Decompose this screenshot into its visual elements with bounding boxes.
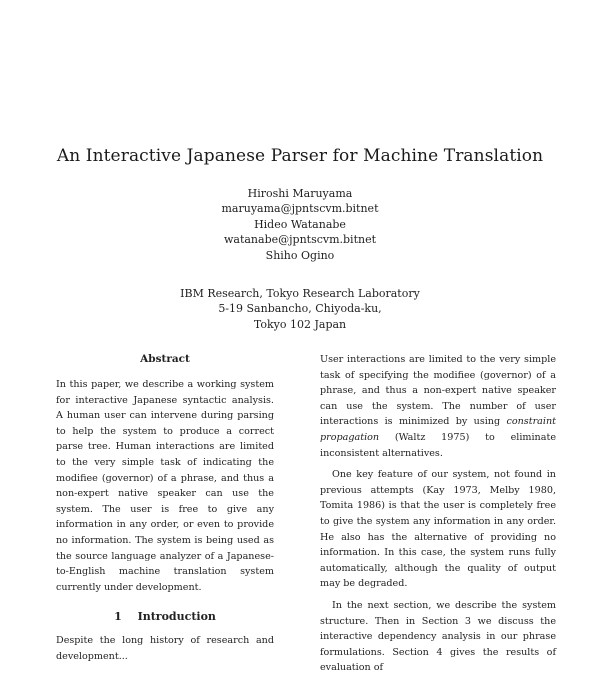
paragraph-text: (Waltz 1975) to eliminate inconsistent alternatives. <box>320 431 556 459</box>
left-column <box>56 352 274 670</box>
paragraph-text: In the next section, we describe the system structure. Then in Section 3 we discuss the interactive dependency analysis in our phrase formulations. Section 4 gives the results of evaluation of <box>320 599 556 674</box>
abstract-heading: Abstract <box>140 353 190 365</box>
author-name: Hiroshi Maruyama <box>247 187 353 200</box>
author-email: watanabe@jpntscvm.bitnet <box>223 233 377 247</box>
section-title: Introduction <box>137 610 216 624</box>
body-paragraph <box>320 467 556 592</box>
right-column <box>320 352 556 682</box>
affiliation-line: Tokyo 102 Japan <box>253 317 347 331</box>
body-paragraph <box>320 352 556 461</box>
affiliation-block <box>0 286 600 332</box>
abstract-text: In this paper, we describe a working system for interactive Japanese syntactic analysis. A human user can intervene during parsing to help the system to produce a correct parse tree. Human interactions are limited to the very simple task of indicating the modifiee (governor) of a phrase, and thus a non-expert native speaker can use the system. The user is free to give any information in any order, or even to provide no information. The system is being used as the source language analyzer of a Japanese-to-English machine translation system currently under development. <box>56 379 274 593</box>
section-number: 1 <box>114 610 122 624</box>
body-paragraph <box>320 598 556 676</box>
affiliation-line: 5-19 Sanbancho, Chiyoda-ku, <box>218 302 382 316</box>
author-block <box>0 186 600 263</box>
paragraph-text: User interactions are limited to the very simple task of specifying the modifiee (governor) of a phrase, and thus a non-expert native speaker can use the system. The number of user interactions is minimized by using <box>320 354 556 428</box>
paragraph-emphasis: constraint propagation <box>320 416 556 443</box>
author-name: Hideo Watanabe <box>254 217 346 231</box>
paragraph-text: One key feature of our system, not found in previous attempts (Kay 1973, Melby 1980, Tomita 1986) is that the user is completely free to give the system any information in any order. He also has the alternative of providing no information. In this case, the system runs fully automatically, although the quality of output may be degraded. <box>320 469 556 590</box>
paper-title: An Interactive Japanese Parser for Machine Translation <box>56 146 544 166</box>
section-heading <box>56 609 274 625</box>
author-name: Shiho Ogino <box>265 248 335 262</box>
section-text: Despite the long history of research and development... <box>56 634 274 662</box>
author-email: maruyama@jpntscvm.bitnet <box>221 202 379 216</box>
affiliation-line: IBM Research, Tokyo Research Laboratory <box>180 287 420 300</box>
